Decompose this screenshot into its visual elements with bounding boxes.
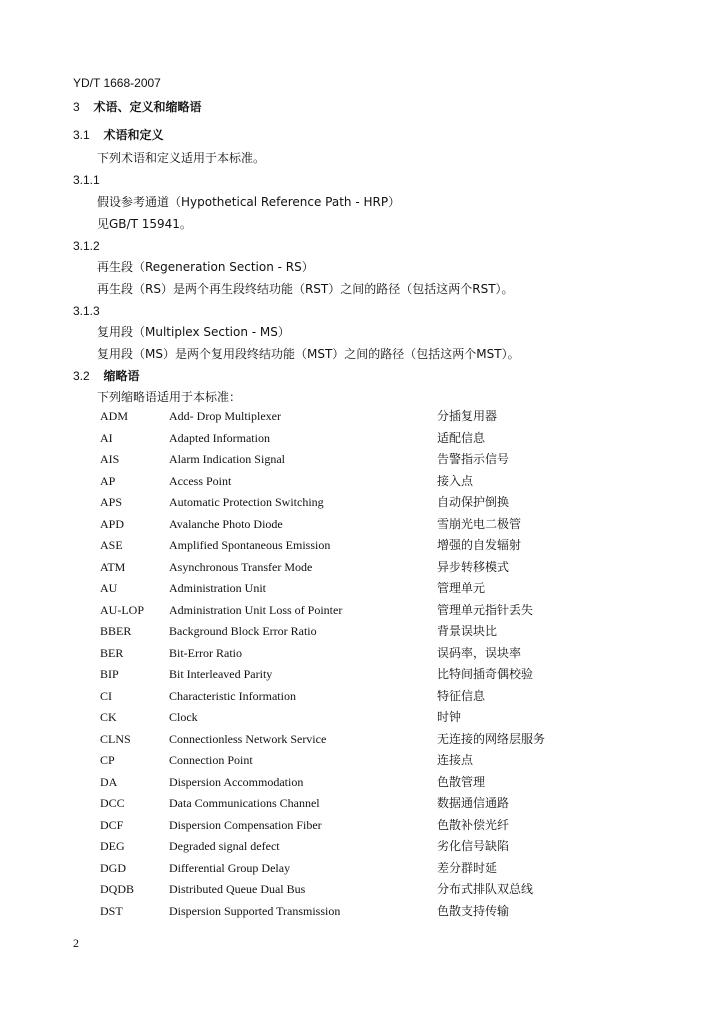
clause-3-1-3-term: 复用段（Multiplex Section - MS）: [97, 325, 290, 339]
english-term: Dispersion Accommodation: [169, 774, 304, 789]
abbreviation: DA: [100, 774, 118, 789]
clause-3-1-1-definition: 见GB/T 15941。: [97, 217, 192, 231]
english-term: Add- Drop Multiplexer: [169, 409, 281, 423]
chinese-term: 接入点: [437, 473, 474, 488]
english-term: Differential Group Delay: [169, 860, 291, 875]
chinese-term: 差分群时延: [437, 860, 498, 875]
abbreviation: CI: [100, 688, 112, 703]
english-term: Bit-Error Ratio: [169, 645, 242, 660]
abbreviation-table: [100, 408, 620, 924]
section-3-heading: [73, 99, 202, 115]
clause-3-1-2-definition: 再生段（RS）是两个再生段终结功能（RST）之间的路径（包括这两个RST）。: [97, 282, 514, 296]
chinese-term: 色散管理: [437, 774, 486, 789]
abbreviation-row: [100, 645, 620, 667]
abbreviation-row: [100, 408, 620, 430]
section-3-1-intro: 下列术语和定义适用于本标准。: [97, 151, 266, 165]
english-term: Background Block Error Ratio: [169, 624, 317, 638]
abbreviation-row: [100, 817, 620, 839]
chinese-term: 管理单元指针丢失: [437, 602, 534, 617]
english-term: Degraded signal defect: [169, 839, 280, 853]
english-term: Automatic Protection Switching: [169, 495, 324, 509]
chinese-term: 自动保护倒换: [437, 495, 510, 509]
abbreviation-row: [100, 559, 620, 581]
abbreviation-row: [100, 602, 620, 624]
section-3-2-intro: 下列缩略语适用于本标准：: [97, 390, 242, 404]
abbreviation: APD: [100, 516, 125, 531]
chinese-term: 背景误块比: [437, 624, 498, 638]
chinese-term: 比特间插奇偶校验: [437, 667, 534, 681]
english-term: Bit Interleaved Parity: [169, 667, 273, 681]
chinese-term: 误码率，误块率: [437, 645, 522, 660]
abbreviation-row: [100, 623, 620, 645]
chinese-term: 管理单元: [437, 581, 486, 595]
abbreviation: DQDB: [100, 882, 135, 896]
abbreviation-row: [100, 580, 620, 602]
abbreviation-row: [100, 666, 620, 688]
abbreviation-row: [100, 881, 620, 903]
english-term: Avalanche Photo Diode: [169, 516, 283, 531]
abbreviation: AU-LOP: [100, 602, 144, 617]
section-number: 3: [73, 100, 80, 114]
section-title: 缩略语: [103, 369, 140, 383]
english-term: Administration Unit: [169, 581, 266, 595]
chinese-term: 雪崩光电二极管: [437, 516, 522, 531]
chinese-term: 分布式排队双总线: [437, 882, 534, 896]
abbreviation: DST: [100, 903, 123, 918]
abbreviation: CK: [100, 710, 117, 724]
abbreviation: CP: [100, 753, 115, 767]
document-header-code: YD/T 1668-2007: [73, 76, 161, 90]
abbreviation-row: [100, 688, 620, 710]
abbreviation: AU: [100, 581, 118, 595]
abbreviation-row: [100, 838, 620, 860]
abbreviation: BER: [100, 645, 124, 660]
english-term: Connectionless Network Service: [169, 731, 327, 746]
english-term: Connection Point: [169, 753, 253, 767]
abbreviation: DCC: [100, 796, 125, 810]
chinese-term: 适配信息: [437, 430, 486, 445]
english-term: Characteristic Information: [169, 688, 296, 703]
chinese-term: 分插复用器: [437, 409, 498, 423]
clause-3-1-1-term: 假设参考通道（Hypothetical Reference Path - HRP）: [97, 195, 401, 209]
chinese-term: 无连接的网络层服务: [437, 731, 546, 746]
abbreviation-row: [100, 795, 620, 817]
abbreviation-row: [100, 537, 620, 559]
clause-3-1-3-definition: 复用段（MS）是两个复用段终结功能（MST）之间的路径（包括这两个MST）。: [97, 347, 520, 361]
abbreviation: AI: [100, 430, 113, 445]
section-3-2-heading: [73, 368, 140, 384]
english-term: Access Point: [169, 473, 232, 488]
clause-3-1-2-term: 再生段（Regeneration Section - RS）: [97, 260, 314, 274]
english-term: Distributed Queue Dual Bus: [169, 882, 306, 896]
abbreviation: BBER: [100, 624, 132, 638]
english-term: Alarm Indication Signal: [169, 452, 285, 466]
abbreviation-row: [100, 774, 620, 796]
english-term: Asynchronous Transfer Mode: [169, 559, 313, 574]
section-3-1-heading: [73, 127, 164, 143]
english-term: Dispersion Supported Transmission: [169, 903, 341, 918]
abbreviation: AP: [100, 473, 116, 488]
abbreviation: ADM: [100, 409, 129, 423]
abbreviation: DEG: [100, 839, 125, 853]
abbreviation-row: [100, 494, 620, 516]
english-term: Data Communications Channel: [169, 796, 320, 810]
english-term: Clock: [169, 710, 198, 724]
abbreviation-row: [100, 709, 620, 731]
chinese-term: 色散补偿光纤: [437, 817, 510, 832]
clause-3-1-1-number: 3.1.1: [73, 173, 100, 187]
abbreviation-row: [100, 516, 620, 538]
abbreviation-row: [100, 430, 620, 452]
english-term: Adapted Information: [169, 430, 270, 445]
section-title: 术语和定义: [103, 128, 164, 142]
abbreviation: BIP: [100, 667, 119, 681]
chinese-term: 增强的自发辐射: [437, 538, 522, 552]
chinese-term: 连接点: [437, 753, 474, 767]
page-number: 2: [73, 936, 79, 950]
abbreviation: ATM: [100, 559, 126, 574]
english-term: Administration Unit Loss of Pointer: [169, 602, 343, 617]
abbreviation-row: [100, 473, 620, 495]
chinese-term: 特征信息: [437, 688, 486, 703]
clause-3-1-3-number: 3.1.3: [73, 304, 100, 318]
clause-3-1-2-number: 3.1.2: [73, 239, 100, 253]
chinese-term: 数据通信通路: [437, 796, 510, 810]
abbreviation-row: [100, 731, 620, 753]
chinese-term: 劣化信号缺陷: [437, 839, 510, 853]
chinese-term: 时钟: [437, 710, 462, 724]
abbreviation-row: [100, 451, 620, 473]
chinese-term: 异步转移模式: [437, 559, 510, 574]
english-term: Amplified Spontaneous Emission: [169, 538, 331, 552]
abbreviation: DCF: [100, 817, 124, 832]
abbreviation: AIS: [100, 452, 120, 466]
english-term: Dispersion Compensation Fiber: [169, 817, 322, 832]
abbreviation: APS: [100, 495, 123, 509]
chinese-term: 告警指示信号: [437, 452, 510, 466]
abbreviation-row: [100, 860, 620, 882]
section-number: 3.1: [73, 128, 90, 142]
abbreviation: ASE: [100, 538, 123, 552]
chinese-term: 色散支持传输: [437, 903, 510, 918]
abbreviation-row: [100, 752, 620, 774]
abbreviation-row: [100, 903, 620, 925]
section-number: 3.2: [73, 369, 90, 383]
abbreviation: CLNS: [100, 731, 131, 746]
section-title: 术语、定义和缩略语: [93, 100, 202, 114]
abbreviation: DGD: [100, 860, 126, 875]
